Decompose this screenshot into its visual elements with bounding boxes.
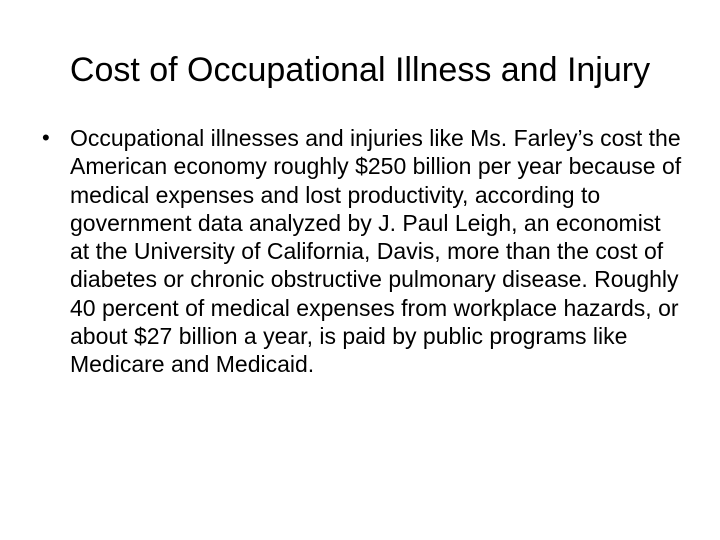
bullet-item: [36, 124, 686, 379]
bullet-text: Occupational illnesses and injuries like Ms. Farley’s cost the American economy roughly $250 billion per year because of medical expenses and lost productivity, according to government data analyzed by J. Paul Leigh, an economist at the University of California, Davis, more than the cost of diabetes or chronic obstructive pulmonary disease. Roughly 40 percent of medical expenses from workplace hazards, or about $27 billion a year, is paid by public programs like Medicare and Medicaid.: [70, 125, 682, 378]
bullet-marker: •: [42, 125, 50, 150]
bullet-list: [36, 124, 686, 379]
slide-title: Cost of Occupational Illness and Injury: [69, 51, 651, 89]
